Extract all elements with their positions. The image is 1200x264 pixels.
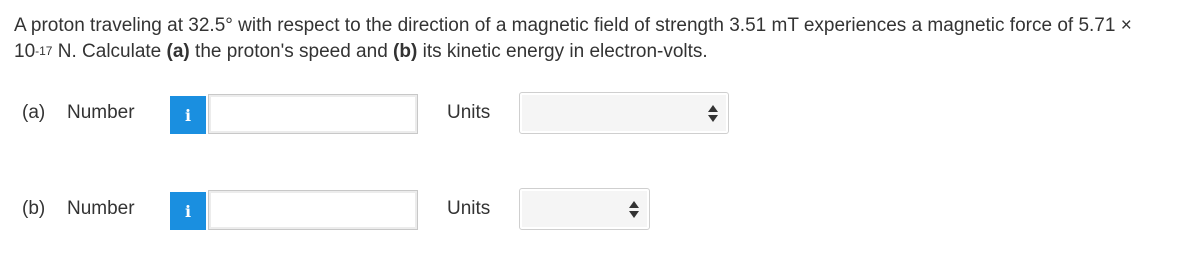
- part-b-units-label: Units: [447, 198, 491, 219]
- info-icon[interactable]: [170, 192, 206, 230]
- info-icon-glyph: i: [184, 105, 192, 125]
- question-text: [14, 13, 1194, 65]
- part-b-number-label: Number: [67, 198, 135, 219]
- question-unit-text: N. Calculate: [52, 41, 167, 62]
- info-icon-glyph: i: [184, 201, 192, 221]
- select-arrows-icon: [629, 201, 639, 219]
- part-b-units-select[interactable]: [519, 188, 650, 230]
- question-base: 10: [14, 41, 36, 62]
- part-a-units-select[interactable]: [519, 92, 729, 134]
- part-b-label: (b): [22, 198, 46, 219]
- part-b-number-input[interactable]: [208, 190, 418, 230]
- select-arrows-icon: [708, 105, 718, 123]
- part-a-units-label: Units: [447, 102, 491, 123]
- question-middle-text: the proton's speed and: [189, 41, 394, 62]
- question-exponent: -17: [35, 44, 53, 58]
- question-part-a-ref: (a): [166, 41, 190, 62]
- answer-row-a: [0, 92, 1200, 134]
- question-end-text: its kinetic energy in electron-volts.: [417, 41, 708, 62]
- info-icon[interactable]: [170, 96, 206, 134]
- answer-row-b: [0, 188, 1200, 230]
- part-a-label: (a): [22, 102, 46, 123]
- part-a-number-input[interactable]: [208, 94, 418, 134]
- question-line-1: A proton traveling at 32.5° with respect to the direction of a magnetic field of strength 3.51 mT experiences a magnetic force of 5.71 ×: [14, 15, 1132, 36]
- question-part-b-ref: (b): [393, 41, 418, 62]
- part-a-number-label: Number: [67, 102, 135, 123]
